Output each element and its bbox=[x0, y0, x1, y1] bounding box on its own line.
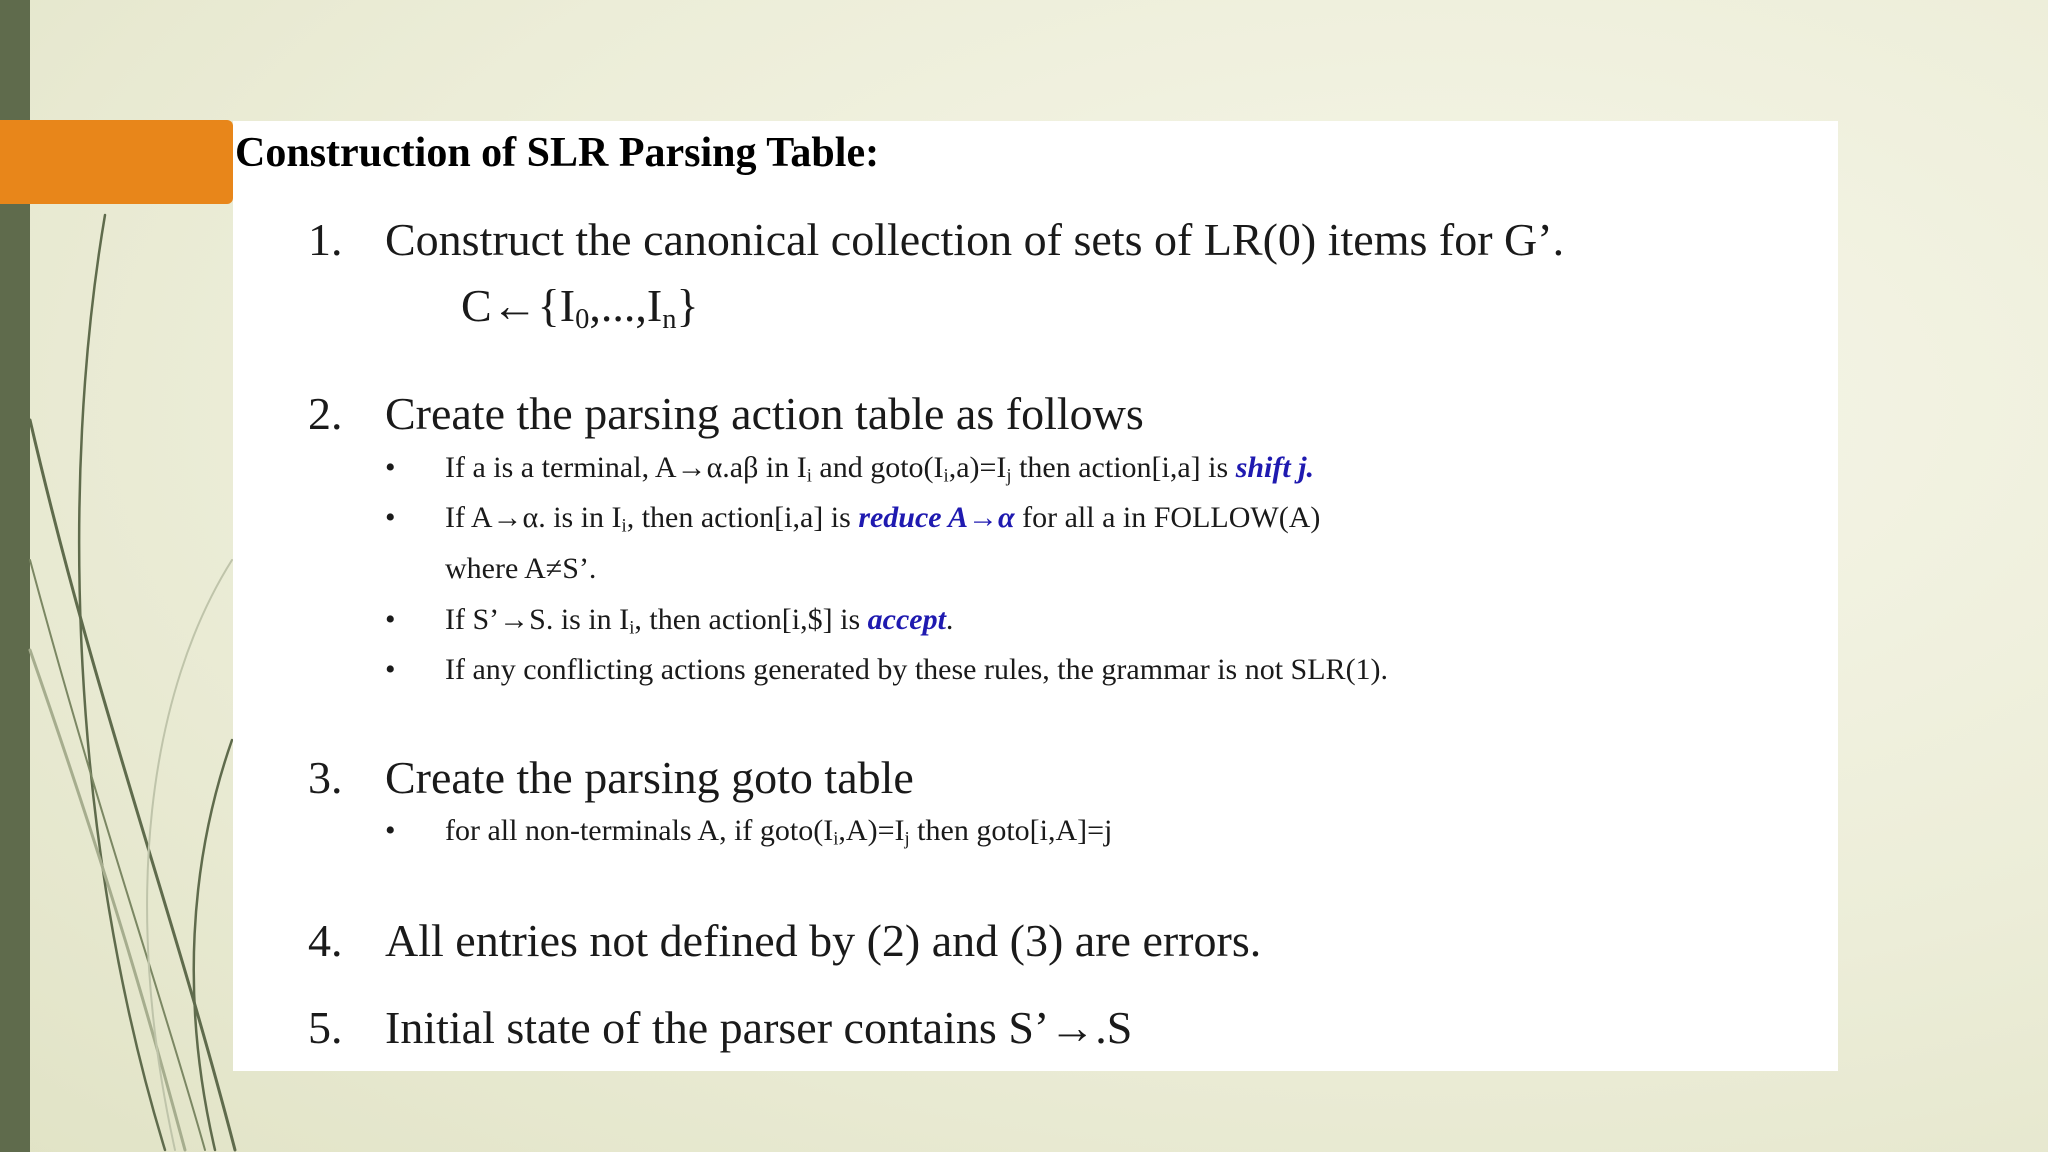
item-3-bullet-1: for all non-terminals A, if $goto(I_i,A)=I_j$ then goto[i,A]=j bbox=[445, 814, 1113, 850]
item-2-bullet-2-continuation: where A≠S’. bbox=[445, 552, 597, 585]
item-2-text: Create the parsing action table as follows bbox=[385, 388, 1144, 439]
bullet-dot: • bbox=[385, 653, 396, 686]
item-5-text: Initial state of the parser contains S’→.S bbox=[385, 1002, 1133, 1053]
item-5-number: 5. bbox=[308, 1002, 343, 1053]
item-1-number: 1. bbox=[308, 214, 343, 265]
orange-accent-tab bbox=[0, 120, 233, 204]
item-3-number: 3. bbox=[308, 752, 343, 803]
slide-content-panel bbox=[233, 121, 1838, 1071]
item-3-text: Create the parsing goto table bbox=[385, 752, 914, 803]
bullet-dot: • bbox=[385, 501, 396, 534]
item-1-text: Construct the canonical collection of sets of LR(0) items for G’. bbox=[385, 214, 1565, 265]
bullet-dot: • bbox=[385, 814, 396, 847]
bullet-dot: • bbox=[385, 451, 396, 484]
item-1-formula: $C\leftarrow\{I_0,...,I_n\}$ bbox=[461, 280, 699, 336]
item-4-number: 4. bbox=[308, 915, 343, 966]
item-2-number: 2. bbox=[308, 388, 343, 439]
item-2-bullet-2: If A→α. is in $I_i$, then action[i,a] is reduce A→α for all a in FOLLOW(A) bbox=[445, 501, 1321, 537]
item-2-bullet-1: If a is a terminal, A→α.aβ in $I_i$ and $goto(I_i,a)=I_j$ then action[i,a] is shift j. bbox=[445, 451, 1315, 487]
item-4-text: All entries not defined by (2) and (3) are errors. bbox=[385, 915, 1262, 966]
item-2-bullet-4: If any conflicting actions generated by these rules, the grammar is not SLR(1). bbox=[445, 653, 1389, 686]
slide-title: Construction of SLR Parsing Table: bbox=[235, 130, 880, 176]
item-2-bullet-3: If S’→S. is in $I_i$, then action[i,$] is accept. bbox=[445, 603, 954, 639]
bullet-dot: • bbox=[385, 603, 396, 636]
